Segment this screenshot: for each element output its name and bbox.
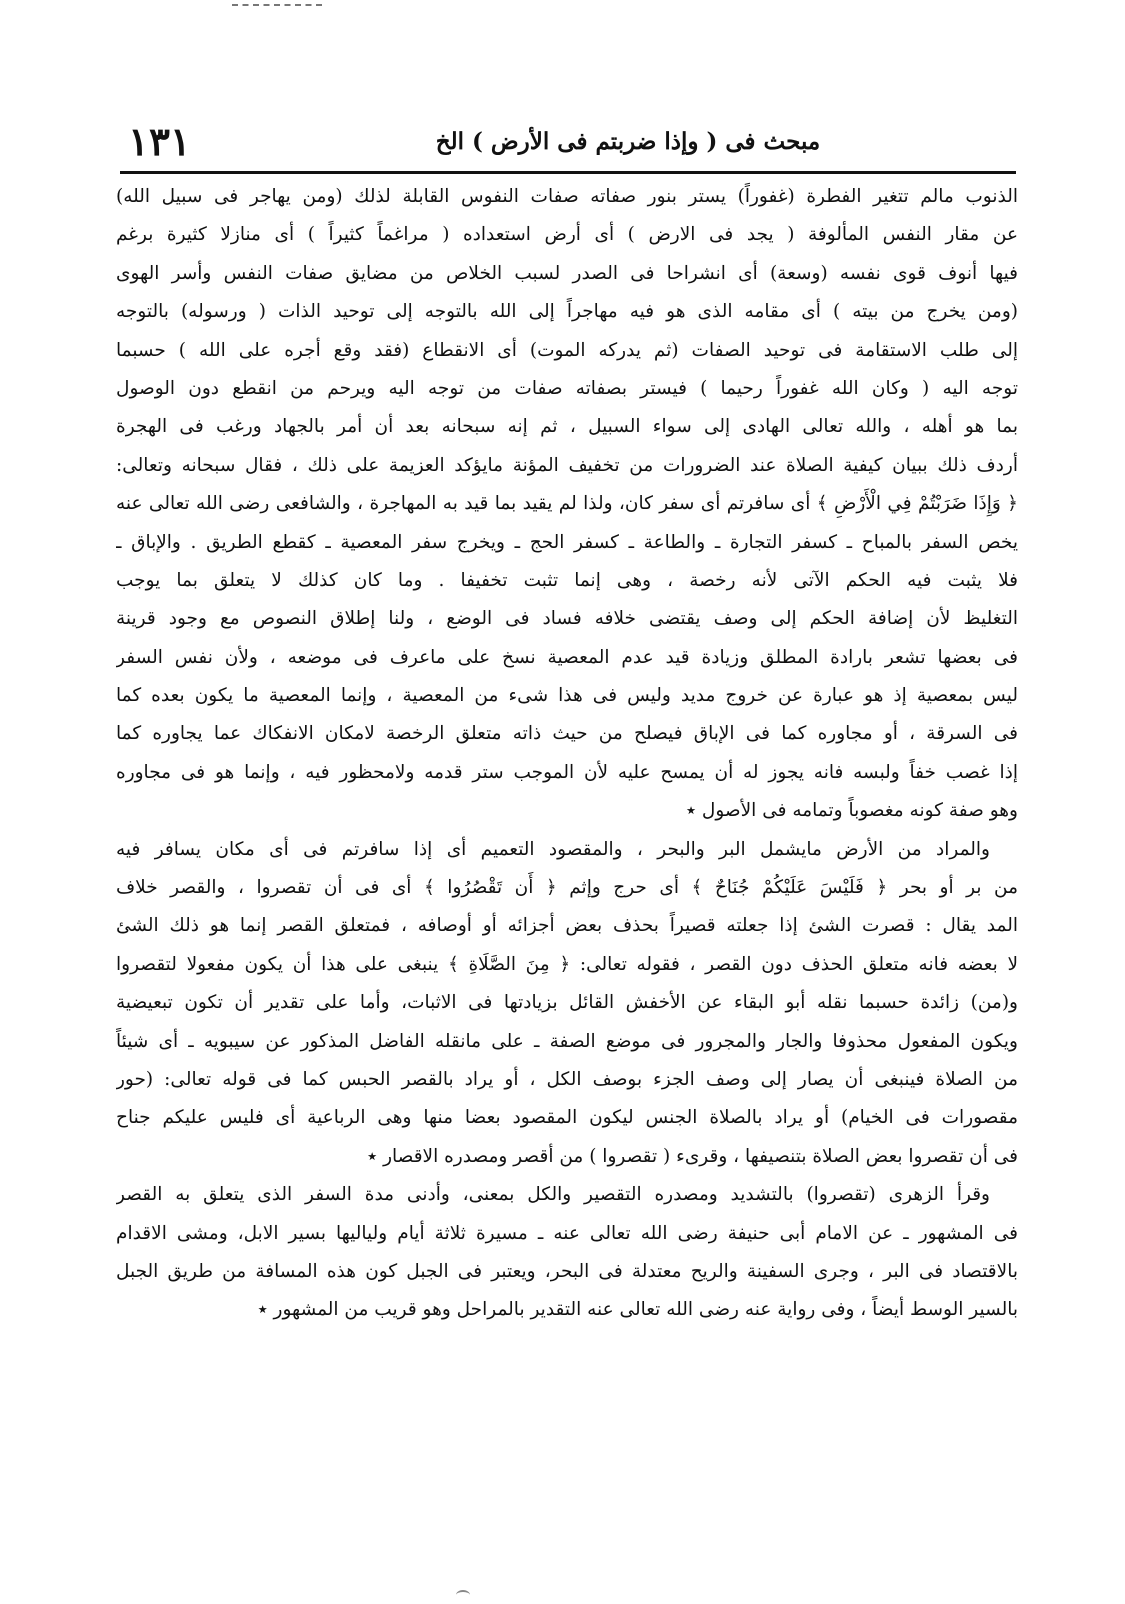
text-line: ﴿ وَإِذَا ضَرَبْتُمْ فِي الْأَرْضِ ﴾ أى سافرتم أى سفر كان، ولذا لم يقيد بما قيد به المهاجرة ، والشافعى رضى الله تعالى عنه	[116, 493, 1018, 515]
text-line: المد يقال : قصرت الشئ إذا جعلته قصيراً بحذف بعض أجزائه أو أوصافه ، فمتعلق القصر إنما هو ذلك الشئ	[116, 915, 1018, 937]
text-line: أردف ذلك ببيان كيفية الصلاة عند الضرورات من تخفيف المؤنة مايؤكد العزيمة على ذلك ، فقال سبحانه وتعالى:	[116, 454, 1018, 476]
text-line: فى بعضها تشعر بارادة المطلق وزيادة قيد عدم المعصية نسخ على ماعرف فى موضعه ، ولأن نفس السفر	[116, 646, 1018, 668]
text-line: إذا غصب خفاً ولبسه فانه يجوز له أن يمسح عليه لأن الموجب ستر قدمه ولامحظور فيه ، وإنما هو فى مجاوره	[116, 761, 1018, 783]
text-line: وقرأ الزهرى (تقصروا) بالتشديد ومصدره التقصير والكل بمعنى، وأدنى مدة السفر الذى يتعلق به القصر	[116, 1184, 990, 1206]
text-line: فى السرقة ، أو مجاوره كما فى الإباق فيصلح من حيث ذاته متعلق الرخصة لامكان الانفكاك عما يجاوره كما	[116, 723, 1018, 745]
text-line: يخص السفر بالمباح ـ كسفر التجارة ـ والطاعة ـ كسفر الحج ـ ويخرج سفر المعصية ـ كقطع الطريق . والإباق ـ	[116, 531, 1018, 553]
text-line: إلى طلب الاستقامة فى توحيد الصفات (ثم يدركه الموت) أى الانقطاع (فقد وقع أجره على الله ) حسبما	[116, 339, 1018, 361]
text-line: لا بعضه فانه متعلق الحذف دون القصر ، فقوله تعالى: ﴿ مِنَ الصَّلَاةِ ﴾ ينبغى على هذا أن يكون مفعولا لتقصروا	[116, 953, 1018, 975]
running-title: مبحث فى ( وإذا ضربتم فى الأرض ) الخ	[435, 128, 821, 155]
text-line: بما هو أهله ، والله تعالى الهادى إلى سواء السبيل ، ثم إنه سبحانه بعد أن أمر بالجهاد ورغب فى الهجرة	[116, 416, 1018, 438]
text-line: وهو صفة كونه مغصوباً وتمامه فى الأصول ٭	[685, 800, 1018, 822]
main-text	[116, 178, 1018, 1330]
text-line: عن مقار النفس المألوفة ( يجد فى الارض ) أى أرض استعداده ( مراغماً كثيراً ) أى منازلا كثيرة برغم	[116, 224, 1018, 246]
text-line: بالاقتصاد فى البر ، وجرى السفينة والريح معتدلة فى البحر، ويعتبر فى الجبل كون هذه المسافة من طريق الجبل	[116, 1260, 1018, 1282]
text-line: توجه اليه ( وكان الله غفوراً رحيما ) فيستر بصفاته صفات من توجه اليه ويرحم من انقطع دون الوصول	[116, 377, 1018, 399]
text-line: بالسير الوسط أيضاً ، وفى رواية عنه رضى الله تعالى عنه التقدير بالمراحل وهو قريب من المشهور ٭	[257, 1299, 1018, 1321]
text-line: ليس بمعصية إذ هو عبارة عن خروج مديد وليس فى هذا شىء من المعصية ، وإنما المعصية ما يكون بعده كما	[116, 685, 1018, 707]
text-line: مقصورات فى الخيام) أو يراد بالصلاة الجنس ليكون المقصود بعضا منها وهى الرباعية أى فليس عليكم جناح	[116, 1107, 1018, 1129]
scan-bottom-mark	[456, 1590, 470, 1600]
text-line: من بر أو بحر ﴿ فَلَيْسَ عَلَيْكُمْ جُنَاحٌ ﴾ أى حرج وإثم ﴿ أَن تَقْصُرُوا ﴾ أى فى أن تقصروا ، والقصر خلاف	[116, 877, 1018, 899]
page-header	[120, 118, 1016, 174]
text-line: (ومن يخرج من بيته ) أى مقامه الذى هو فيه مهاجراً إلى الله بالتوجه إلى توحيد الذات ( ورسوله) بالتوجه	[116, 301, 1018, 323]
text-line: و(من) زائدة حسبما نقله أبو البقاء عن الأخفش القائل بزيادتها فى الاثبات، وأما على تقدير أن تكون تبعيضية	[116, 992, 1018, 1014]
header-divider	[120, 171, 1016, 174]
text-line: من الصلاة فينبغى أن يصار إلى وصف الجزء بوصف الكل ، أو يراد بالقصر الحبس كما فى قوله تعالى: (حور	[116, 1068, 1018, 1090]
text-line: فى المشهور ـ عن الامام أبى حنيفة رضى الله تعالى عنه ـ مسيرة ثلاثة أيام ولياليها بسير الابل، ومشى الاقدام	[116, 1222, 1018, 1244]
scan-artifact-line	[232, 4, 322, 6]
text-line: فلا يثبت فيه الحكم الآتى لأنه رخصة ، وهى إنما تثبت تخفيفا . وما كان كذلك لا يتعلق بما يوجب	[116, 569, 1018, 591]
text-line: فيها أنوف قوى نفسه (وسعة) أى انشراحا فى الصدر لسبب الخلاص من مضايق صفات النفس وأسر الهوى	[116, 262, 1018, 284]
text-line: فى أن تقصروا بعض الصلاة بتنصيفها ، وقرىء ( تقصروا ) من أقصر ومصدره الاقصار ٭	[367, 1145, 1018, 1167]
page-number: ١٣١	[128, 119, 191, 165]
text-line: التغليظ لأن إضافة الحكم إلى وصف يقتضى خلافه فساد فى الوضع ، ولنا إطلاق النصوص مع وجود قرينة	[116, 608, 1018, 630]
text-line: والمراد من الأرض مايشمل البر والبحر ، والمقصود التعميم أى إذا سافرتم فى أى مكان يسافر فيه	[116, 838, 990, 860]
text-line: ويكون المفعول محذوفا والجار والمجرور فى موضع الصفة ـ على مانقله الفاضل المذكور عن سيبويه ـ أى شيئاً	[116, 1030, 1018, 1052]
text-line: الذنوب مالم تتغير الفطرة (غفوراً) يستر بنور صفاته صفات النفوس القابلة لذلك (ومن يهاجر فى سبيل الله)	[116, 186, 1018, 207]
